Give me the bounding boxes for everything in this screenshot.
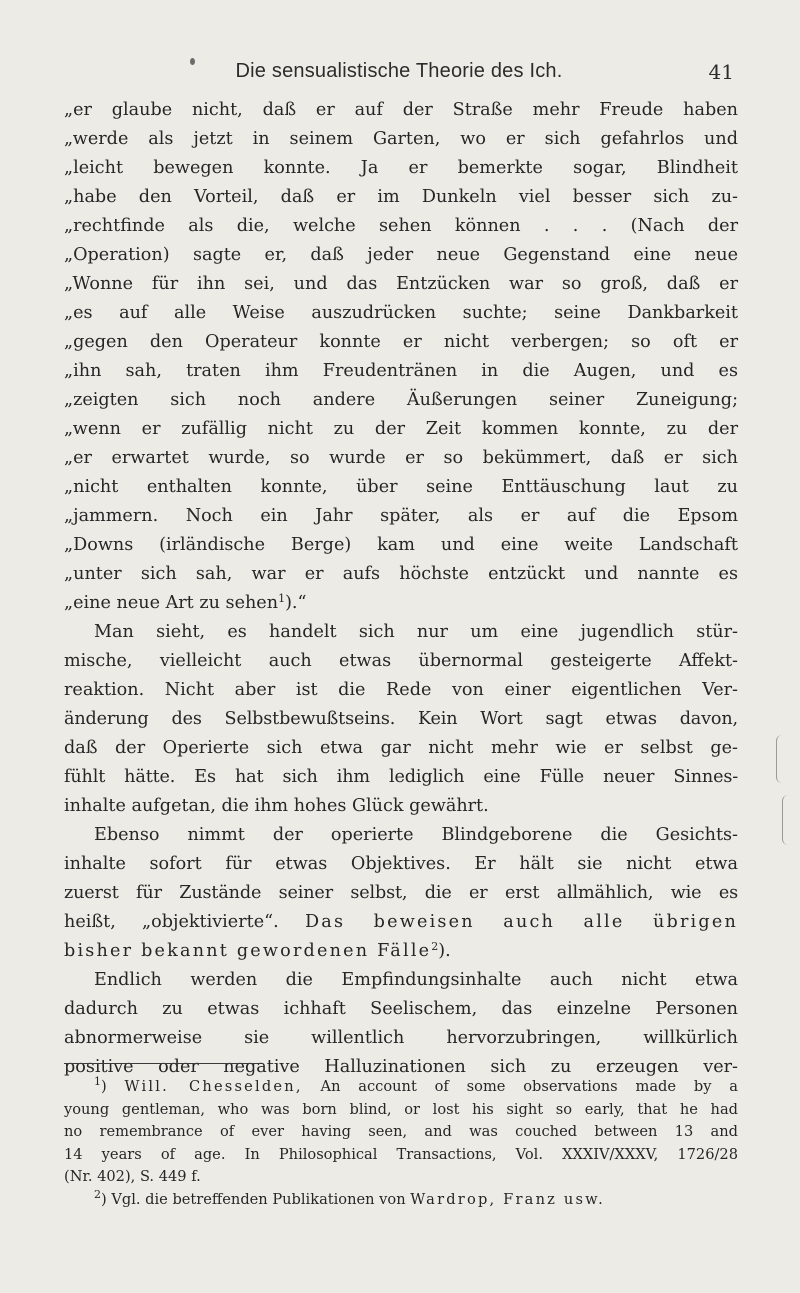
text-line: „jammern. Noch ein Jahr später, als er auf die Epsom (64, 506, 738, 526)
text-line: „unter sich sah, war er aufs höchste entzückt und nannte es (64, 564, 738, 584)
footnote-text: An account of some observations made by a (320, 1078, 738, 1095)
footnote-ref-1[interactable]: 1 (278, 592, 286, 605)
text-line: „werde als jetzt in seinem Garten, wo er sich gefahrlos und (64, 129, 738, 149)
text-line: „leicht bewegen konnte. Ja er bemerkte sogar, Blindheit (64, 158, 738, 178)
text-line: „wenn er zufällig nicht zu der Zeit kommen konnte, zu der (64, 419, 738, 439)
text-line: „zeigten sich noch andere Äußerungen seiner Zuneigung; (64, 390, 738, 410)
paragraph-start: Ebenso nimmt der operierte Blindgeborene die Gesichts- (94, 825, 738, 845)
text-line: reaktion. Nicht aber ist die Rede von einer eigentlichen Ver- (64, 680, 738, 700)
footnote-marker-2: 2 (94, 1187, 101, 1201)
text-line: „gegen den Operateur konnte er nicht verbergen; so oft er (64, 332, 738, 352)
text-line: „habe den Vorteil, daß er im Dunkeln viel besser sich zu- (64, 187, 738, 207)
text-line: abnormerweise sie willentlich hervorzubringen, willkürlich (64, 1028, 738, 1048)
margin-pencil-mark (782, 795, 789, 845)
footnote-marker-1: 1 (94, 1075, 101, 1088)
text-line-quote-end (64, 589, 738, 618)
text-line: positive oder negative Halluzinationen sich zu erzeugen ver- (64, 1057, 738, 1077)
body-text (64, 96, 738, 1082)
footnote-line: no remembrance of ever having seen, and was couched between 13 and (64, 1123, 738, 1140)
running-head (64, 60, 734, 88)
text-line-mixed (64, 908, 738, 937)
text-segment: heißt, „objektivierte“. (64, 912, 279, 932)
text-line: fühlt hätte. Es hat sich ihm lediglich eine Fülle neuer Sinnes- (64, 767, 738, 787)
paragraph-start: Endlich werden die Empfindungsinhalte auch nicht etwa (94, 970, 738, 990)
footnotes (64, 1076, 738, 1211)
footnote-line: 14 years of age. In Philosophical Transactions, Vol. XXXIV/XXXV, 1726/28 (64, 1145, 738, 1163)
text-line-cases (64, 937, 738, 966)
footnote-separator (64, 1063, 262, 1064)
footnote-line: (Nr. 402), S. 449 f. (64, 1168, 201, 1185)
spaced-emphasis: bisher bekannt gewordenen Fälle (64, 941, 432, 961)
footnote-1: $^1$) Will. Chesselden, An account of some observations made by a (94, 1075, 738, 1095)
text-line: änderung des Selbstbewußtseins. Kein Wort sagt etwas davon, (64, 709, 738, 729)
text-line: mische, vielleicht auch etwas übernormal gesteigerte Affekt- (64, 651, 738, 671)
spaced-emphasis: Das beweisen auch alle übrigen (304, 912, 738, 932)
text-line: inhalte sofort für etwas Objektives. Er hält sie nicht etwa (64, 854, 738, 874)
text-line: zuerst für Zustände seiner selbst, die er erst allmählich, wie es (64, 883, 738, 903)
text-line: daß der Operierte sich etwa gar nicht mehr wie er selbst ge- (64, 738, 738, 758)
footnote-ref-2[interactable]: 2 (431, 940, 439, 953)
text-line: „rechtfinde als die, welche sehen können . . . (Nach der (64, 216, 738, 236)
text-line: „es auf alle Weise auszudrücken suchte; seine Dankbarkeit (64, 303, 738, 323)
text-line: „er glaube nicht, daß er auf der Straße mehr Freude haben (64, 100, 738, 120)
text-line: dadurch zu etwas ichhaft Seelischem, das einzelne Personen (64, 999, 738, 1019)
running-head-title: Die sensualistische Theorie des Ich. (235, 60, 563, 82)
quote-end-punctuation: ).“ (285, 593, 307, 613)
sentence-end: ). (438, 941, 451, 961)
text-line: „Operation) sagte er, daß jeder neue Gegenstand eine neue (64, 245, 738, 265)
footnote-text: Vgl. die betreffenden Publikationen von (111, 1190, 406, 1208)
footnote-names: Wardrop, Franz usw. (410, 1190, 605, 1208)
footnote-2: $^2$) Vgl. die betreffenden Publikationen von Wardrop, Franz usw. (94, 1187, 605, 1208)
paragraph-start: Man sieht, es handelt sich nur um eine jugendlich stür- (94, 622, 738, 642)
quote-end-text: „eine neue Art zu sehen (64, 593, 279, 613)
footnote-author: Will. Chesselden, (124, 1078, 303, 1095)
text-line: „er erwartet wurde, so wurde er so bekümmert, daß er sich (64, 448, 738, 468)
text-line: inhalte aufgetan, die ihm hohes Glück gewährt. (64, 796, 489, 816)
text-line: „ihn sah, traten ihm Freudentränen in die Augen, und es (64, 361, 738, 381)
margin-pencil-mark (776, 735, 783, 783)
footnote-line: young gentleman, who was born blind, or lost his sight so early, that he had (64, 1100, 738, 1118)
text-line: „nicht enthalten konnte, über seine Enttäuschung laut zu (64, 477, 738, 497)
page-number: 41 (708, 60, 734, 84)
text-line: „Wonne für ihn sei, und das Entzücken war so groß, daß er (64, 274, 738, 294)
text-line: „Downs (irländische Berge) kam und eine weite Landschaft (64, 535, 738, 555)
